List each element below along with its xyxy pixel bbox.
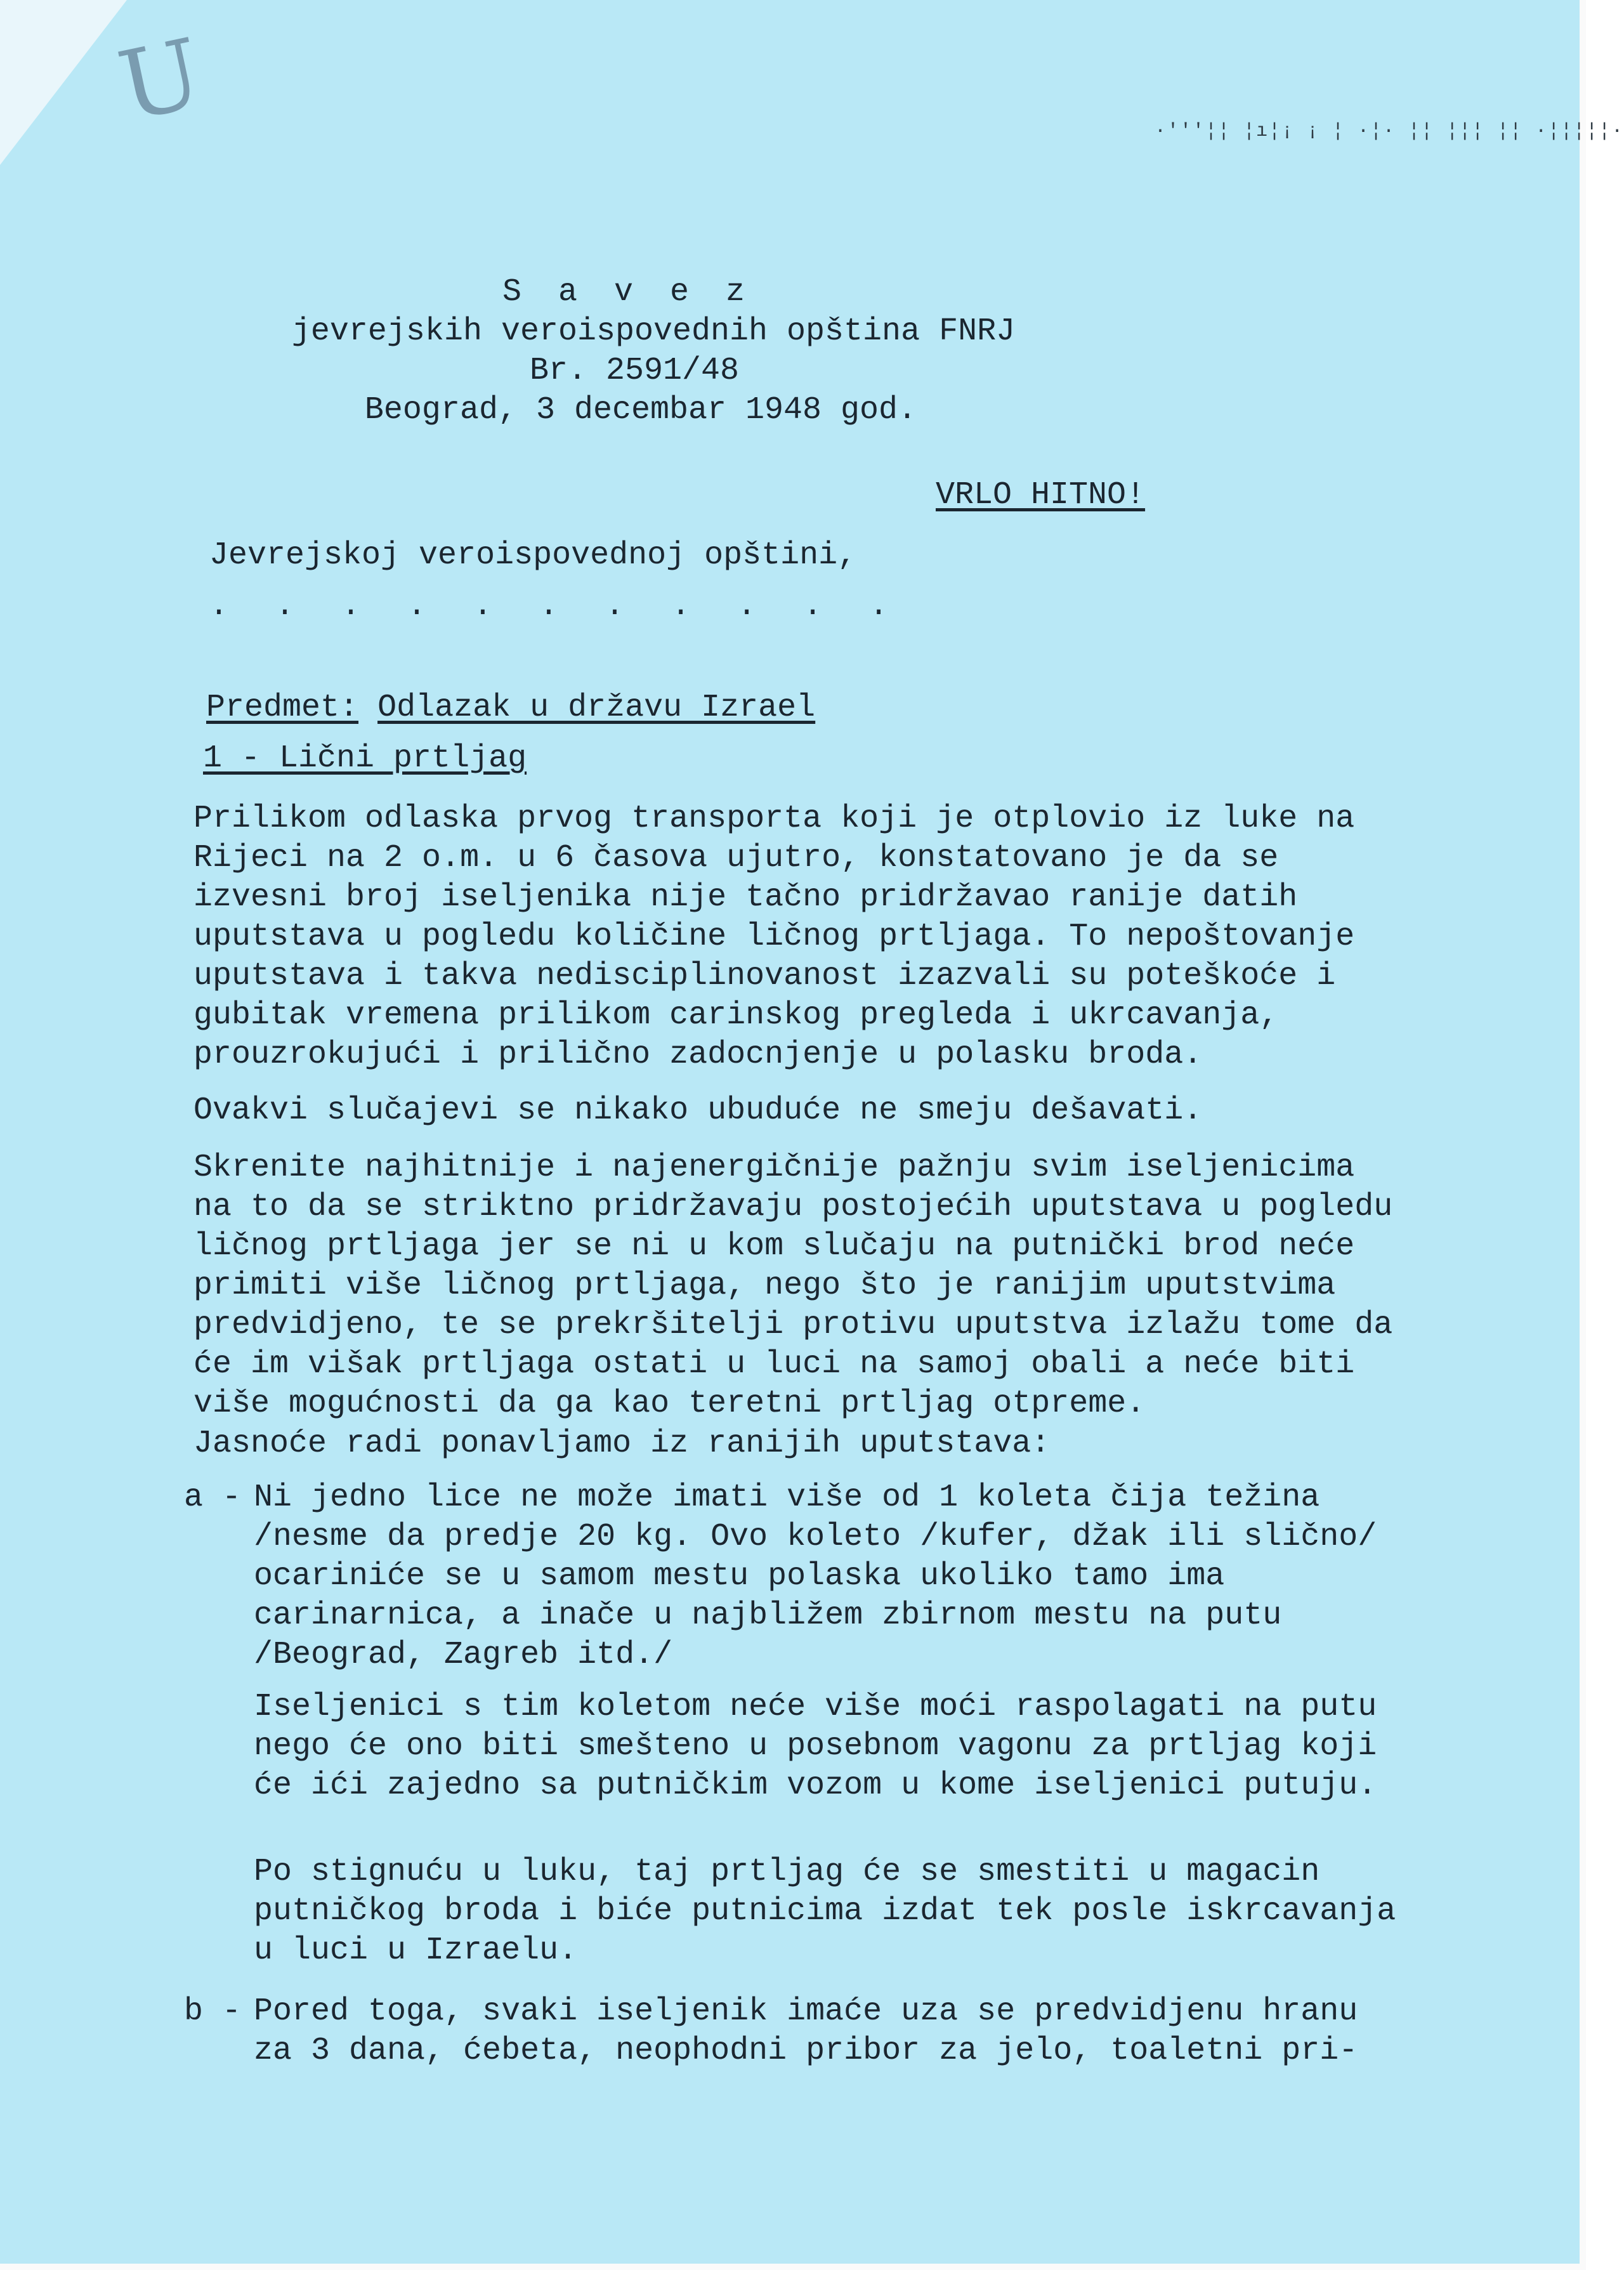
header-line-4: Beograd, 3 decembar 1948 god.	[364, 392, 917, 428]
folded-corner	[0, 0, 127, 165]
item-a-label: a -	[184, 1479, 242, 1516]
item-a-text-2: Iseljenici s tim koletom neće više moći raspolagati na putu nego će ono biti smešteno u posebnom vagonu za prtljag koji će ići zajedno sa putničkim vozom u kome iseljenici putuju.	[254, 1689, 1377, 1804]
scan-speckle: ·'''¦¦ ¦ı¦¡ ¡ ¦ ·¦· ¦¦ ¦¦¦ ¦¦ ·¦¦¦¦¦·	[1155, 121, 1624, 142]
header-line-1: S a v e z	[502, 274, 754, 310]
subject-label: Predmet:	[206, 690, 359, 726]
item-b-text-1: Pored toga, svaki iseljenik imaće uza se predvidjenu hranu za 3 dana, ćebeta, neophodni pribor za jelo, toaletni pri-	[254, 1993, 1358, 2069]
recipient-placeholder-dots: . . . . . . . . . . .	[209, 588, 903, 624]
item-a-text-3: Po stignuću u luku, taj prtljag će se smestiti u magacin putničkog broda i biće putnicima izdat tek posle iskrcavanja u luci u Izraelu.	[254, 1854, 1396, 1969]
paragraph-4: Jasnoće radi ponavljamo iz ranijih uputstava:	[193, 1426, 1051, 1462]
item-a-text-1: Ni jedno lice ne može imati više od 1 koleta čija težina /nesme da predje 20 kg. Ovo koleto /kufer, džak ili slično/ ocariniće se u samom mestu polaska ukoliko tamo ima carinarnica, a inače u najbližem zbirnom mestu na putu /Beograd, Zagreb itd./	[254, 1479, 1377, 1673]
section-heading	[203, 739, 527, 778]
header-line-3: Br. 2591/48	[529, 353, 740, 389]
section-title: 1 - Lični prtljag	[203, 740, 527, 777]
recipient: Jevrejskoj veroispovednoj opštini,	[209, 537, 857, 574]
subject-text: Odlazak u državu Izrael	[377, 690, 816, 726]
item-b-label: b -	[184, 1993, 242, 2030]
urgent-notice: VRLO HITNO!	[936, 477, 1146, 513]
subject-line	[206, 688, 815, 728]
paragraph-1: Prilikom odlaska prvog transporta koji je otplovio iz luke na Rijeci na 2 o.m. u 6 časova ujutro, konstatovano je da se izvesni broj iseljenika nije tačno pridržavao ranije datih uputstava u pogledu količine ličnog prtljaga. To nepoštovanje uputstava i takva nedisciplinovanost izazvali su poteškoće i gubitak vremena prilikom carinskog pregleda i ukrcavanja, prouzrokujući i prilično zadocnjenje u polasku broda.	[193, 801, 1355, 1073]
paragraph-3: Skrenite najhitnije i najenergičnije pažnju svim iseljenicima na to da se striktno pridržavaju postojećih uputstava u pogledu ličnog prtljaga jer se ni u kom slučaju na putnički brod neće primiti više ličnog prtljaga, nego što je ranijim uputstvima predvidjeno, te se prekršitelji protivu uputstva izlažu tome da će im višak prtljaga ostati u luci na samoj obali a neće biti više mogućnosti da ga kao teretni prtljag otpreme.	[193, 1150, 1393, 1422]
header-line-2: jevrejskih veroispovednih opština FNRJ	[291, 313, 1016, 350]
paragraph-2: Ovakvi slučajevi se nikako ubuduće ne smeju dešavati.	[193, 1092, 1203, 1129]
handwritten-mark: U	[110, 18, 212, 143]
